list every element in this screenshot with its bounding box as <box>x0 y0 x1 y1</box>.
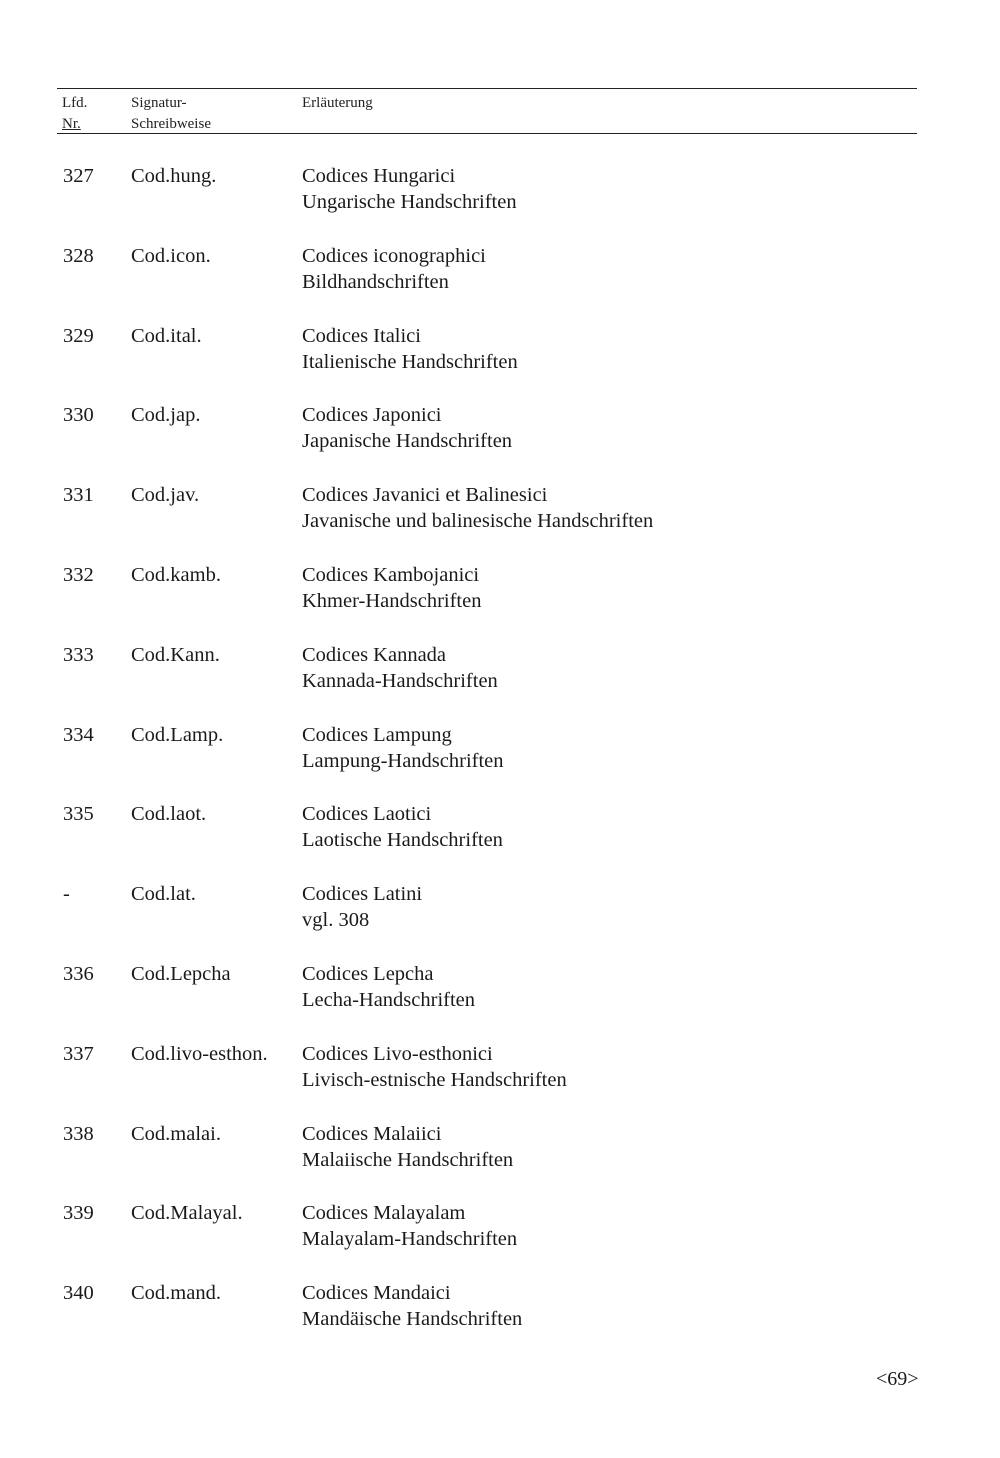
entry-number: 327 <box>63 165 94 187</box>
table-row <box>0 482 1000 562</box>
entry-signature: Cod.malai. <box>131 1122 221 1145</box>
entry-explanation <box>302 1041 902 1093</box>
entry-german-name: Malaiische Handschriften <box>302 1148 514 1171</box>
entry-signature: Cod.icon. <box>131 244 211 267</box>
entry-explanation <box>302 801 902 853</box>
header-col-signature <box>131 93 291 135</box>
table-row <box>0 881 1000 961</box>
entry-latin-name: Codices Japonici <box>302 404 442 427</box>
header-col-explanation-label: Erläuterung <box>302 95 373 111</box>
entry-number: 329 <box>63 324 94 347</box>
entry-german-name: Khmer-Handschriften <box>302 589 482 612</box>
entry-signature: Cod.mand. <box>131 1282 221 1305</box>
header-top-rule <box>57 88 917 89</box>
entry-number: 334 <box>63 723 94 746</box>
entry-german-name: Ungarische Handschriften <box>302 191 517 213</box>
entry-explanation <box>302 722 902 774</box>
entry-german-name: Japanische Handschriften <box>302 430 513 453</box>
entry-signature: Cod.Malayal. <box>131 1202 243 1225</box>
entry-number: 333 <box>63 643 94 666</box>
entry-explanation <box>302 961 902 1013</box>
entry-latin-name: Codices iconographici <box>302 244 486 267</box>
entry-signature: Cod.ital. <box>131 324 202 347</box>
entry-explanation <box>302 482 902 534</box>
entry-german-name: Laotische Handschriften <box>302 829 503 852</box>
table-row <box>0 1200 1000 1280</box>
entry-signature: Cod.Lepcha <box>131 962 231 985</box>
header-col-number-line1: Lfd. <box>62 95 88 111</box>
header-col-number <box>62 93 122 135</box>
entry-signature: Cod.hung. <box>131 165 217 187</box>
entry-latin-name: Codices Livo-esthonici <box>302 1042 493 1065</box>
entry-german-name: Javanische und balinesische Handschriften <box>302 510 654 533</box>
entry-number: 330 <box>63 404 94 427</box>
table-row <box>0 323 1000 403</box>
entry-explanation <box>302 881 902 933</box>
entry-latin-name: Codices Lampung <box>302 723 452 746</box>
header-bottom-rule <box>57 133 917 134</box>
table-row <box>0 163 1000 243</box>
entry-explanation <box>302 243 902 295</box>
entry-german-name: Kannada-Handschriften <box>302 669 498 692</box>
entry-explanation <box>302 402 902 454</box>
entry-latin-name: Codices Malaiici <box>302 1122 442 1145</box>
table-row <box>0 562 1000 642</box>
entry-signature: Cod.laot. <box>131 803 207 826</box>
entries-list <box>0 163 1000 1360</box>
entry-latin-name: Codices Lepcha <box>302 962 434 985</box>
entry-latin-name: Codices Hungarici <box>302 165 456 187</box>
table-row <box>0 642 1000 722</box>
header-col-signature-line2: Schreibweise <box>131 116 211 132</box>
entry-explanation <box>302 1280 902 1332</box>
entry-german-name: vgl. 308 <box>302 909 370 932</box>
entry-german-name: Mandäische Handschriften <box>302 1308 523 1331</box>
entry-signature: Cod.lat. <box>131 883 196 906</box>
entry-number: 337 <box>63 1042 94 1065</box>
entry-latin-name: Codices Laotici <box>302 803 432 826</box>
entry-explanation <box>302 163 902 215</box>
entry-number: 340 <box>63 1282 94 1305</box>
entry-german-name: Lampung-Handschriften <box>302 749 504 772</box>
entry-german-name: Lecha-Handschriften <box>302 988 476 1011</box>
header-col-explanation <box>302 93 602 114</box>
entry-explanation <box>302 1200 902 1252</box>
entry-number: 336 <box>63 962 94 985</box>
entry-signature: Cod.kamb. <box>131 563 221 586</box>
entry-german-name: Italienische Handschriften <box>302 350 518 373</box>
entry-latin-name: Codices Javanici et Balinesici <box>302 484 548 507</box>
entry-explanation <box>302 1121 902 1173</box>
table-row <box>0 1121 1000 1201</box>
entry-signature: Cod.Lamp. <box>131 723 224 746</box>
entry-latin-name: Codices Italici <box>302 324 421 347</box>
entry-explanation <box>302 562 902 614</box>
entry-number: 332 <box>63 563 94 586</box>
table-row <box>0 402 1000 482</box>
entry-explanation <box>302 642 902 694</box>
entry-explanation <box>302 323 902 375</box>
entry-latin-name: Codices Latini <box>302 883 423 906</box>
entry-number: 331 <box>63 484 94 507</box>
entry-number: 338 <box>63 1122 94 1145</box>
page-number: <69> <box>876 1368 919 1390</box>
entry-latin-name: Codices Kambojanici <box>302 563 480 586</box>
table-row <box>0 961 1000 1041</box>
entry-number: 339 <box>63 1202 94 1225</box>
entry-latin-name: Codices Kannada <box>302 643 447 666</box>
table-row <box>0 722 1000 802</box>
entry-number: - <box>63 883 70 906</box>
entry-german-name: Bildhandschriften <box>302 270 449 293</box>
table-row <box>0 243 1000 323</box>
header-col-signature-line1: Signatur- <box>131 95 187 111</box>
table-row <box>0 1041 1000 1121</box>
entry-signature: Cod.Kann. <box>131 643 220 666</box>
entry-german-name: Livisch-estnische Handschriften <box>302 1068 567 1091</box>
table-row <box>0 1280 1000 1360</box>
entry-signature: Cod.jav. <box>131 484 200 507</box>
entry-number: 328 <box>63 244 94 267</box>
entry-latin-name: Codices Malayalam <box>302 1202 466 1225</box>
entry-german-name: Malayalam-Handschriften <box>302 1228 518 1251</box>
entry-number: 335 <box>63 803 94 826</box>
table-row <box>0 801 1000 881</box>
entry-signature: Cod.jap. <box>131 404 201 427</box>
entry-latin-name: Codices Mandaici <box>302 1282 451 1305</box>
entry-signature: Cod.livo-esthon. <box>131 1042 268 1065</box>
header-col-number-line2: Nr. <box>62 116 81 132</box>
